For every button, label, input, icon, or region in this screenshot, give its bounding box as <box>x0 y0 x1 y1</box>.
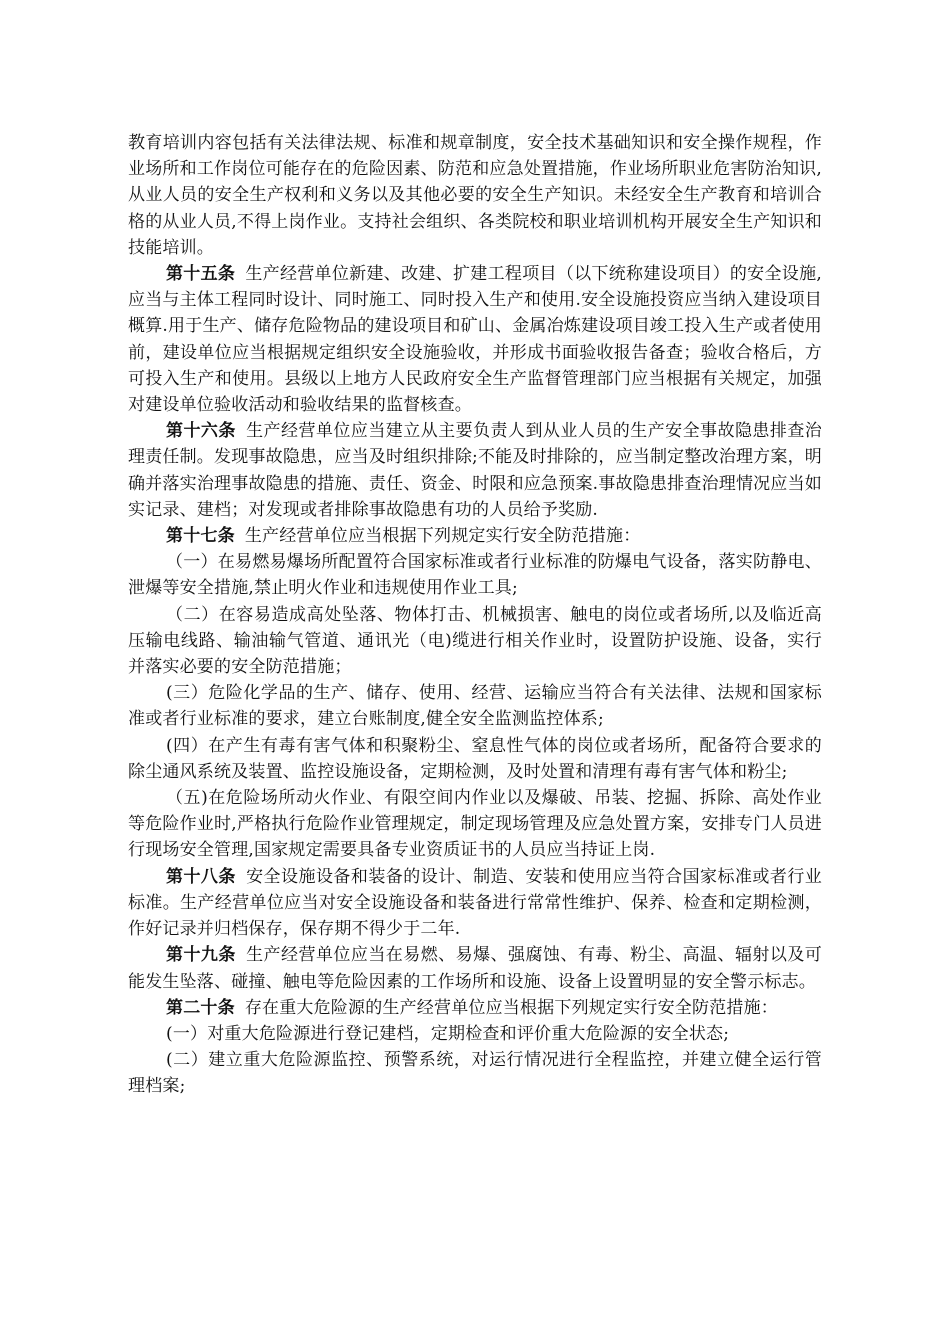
article-number: 第二十条 <box>166 997 235 1018</box>
article-text: 生产经营单位应当建立从主要负责人到从业人员的生产安全事故隐患排查治理责任制。发现事故隐患，应当及时组织排除;不能及时排除的，应当制定整改治理方案，明确并落实治理事故隐患的措施、责任、资金、时限和应急预案.事故隐患排查治理情况应当如实记录、建档；对发现或者排除事故隐患有功的人员给予奖励. <box>128 421 822 520</box>
article-text: 生产经营单位应当根据下列规定实行安全防范措施： <box>244 526 641 547</box>
article-text: 生产经营单位新建、改建、扩建工程项目（以下统称建设项目）的安全设施,应当与主体工程同时设计、同时施工、同时投入生产和使用.安全设施投资应当纳入建设项目概算.用于生产、储存危险物品的建设项目和矿山、金属冶炼建设项目竣工投入生产或者使用前，建设单位应当根据规定组织安全设施验收，并形成书面验收报告备查；验收合格后，方可投入生产和使用。县级以上地方人民政府安全生产监督管理部门应当根据有关规定，加强对建设单位验收活动和验收结果的监督核查。 <box>128 264 823 416</box>
article-18 <box>128 864 822 943</box>
article-number: 第十六条 <box>166 421 236 442</box>
article-20-item-2 <box>128 1047 822 1099</box>
article-17-item-2 <box>128 602 822 681</box>
article-19 <box>128 942 822 994</box>
article-number: 第十九条 <box>166 945 236 966</box>
article-17 <box>128 523 822 549</box>
article-text: 安全设施设备和装备的设计、制造、安装和使用应当符合国家标准或者行业标准。生产经营单位应当对安全设施设备和装备进行常常性维护、保养、检查和定期检测，作好记录并归档保存，保存期不得少于二年. <box>128 866 822 940</box>
item-text: (四）在产生有毒有害气体和积聚粉尘、窒息性气体的岗位或者场所，配备符合要求的除尘通风系统及装置、监控设施设备，定期检测，及时处置和清理有毒有害气体和粉尘; <box>128 735 822 782</box>
paragraph-education-content <box>128 130 822 261</box>
paragraph-text: 教育培训内容包括有关法律法规、标准和规章制度，安全技术基础知识和安全操作规程，作业场所和工作岗位可能存在的危险因素、防范和应急处置措施，作业场所职业危害防治知识,从业人员的安全生产权利和义务以及其他必要的安全生产知识。未经安全生产教育和培训合格的从业人员,不得上岗作业。支持社会组织、各类院校和职业培训机构开展安全生产知识和技能培训。 <box>128 133 822 258</box>
article-17-item-4 <box>128 733 822 785</box>
article-15 <box>128 261 822 418</box>
item-text: (一）对重大危险源进行登记建档，定期检查和评价重大危险源的安全状态; <box>166 1023 730 1044</box>
article-number: 第十八条 <box>166 866 236 887</box>
item-text: （一）在易燃易爆场所配置符合国家标准或者行业标准的防爆电气设备，落实防静电、泄爆等安全措施,禁止明火作业和违规使用作业工具; <box>128 552 822 599</box>
article-text: 存在重大危险源的生产经营单位应当根据下列规定实行安全防范措施： <box>244 997 779 1018</box>
article-17-item-3 <box>128 680 822 732</box>
article-17-item-1 <box>128 549 822 601</box>
article-17-item-5 <box>128 785 822 864</box>
item-text: （五)在危险场所动火作业、有限空间内作业以及爆破、吊装、挖掘、拆除、高处作业等危险作业时,严格执行危险作业管理规定，制定现场管理及应急处置方案，安排专门人员进行现场安全管理,国家规定需要具备专业资质证书的人员应当持证上岗. <box>128 788 822 861</box>
item-text: (二）建立重大危险源监控、预警系统，对运行情况进行全程监控，并建立健全运行管理档案; <box>128 1050 822 1097</box>
article-number: 第十七条 <box>166 526 235 547</box>
article-number: 第十五条 <box>166 264 236 285</box>
article-text: 生产经营单位应当在易燃、易爆、强腐蚀、有毒、粉尘、高温、辐射以及可能发生坠落、碰撞、触电等危险因素的工作场所和设施、设备上设置明显的安全警示标志。 <box>128 945 822 992</box>
item-text: （二）在容易造成高处坠落、物体打击、机械损害、触电的岗位或者场所,以及临近高压输电线路、输油输气管道、通讯光（电)缆进行相关作业时，设置防护设施、设备，实行并落实必要的安全防范措施； <box>128 604 822 678</box>
document-page <box>128 130 822 1100</box>
article-20 <box>128 995 822 1021</box>
article-20-item-1 <box>128 1021 822 1047</box>
item-text: (三）危险化学品的生产、储存、使用、经营、运输应当符合有关法律、法规和国家标准或者行业标准的要求，建立台账制度,健全安全监测监控体系; <box>128 683 822 730</box>
article-16 <box>128 418 822 523</box>
